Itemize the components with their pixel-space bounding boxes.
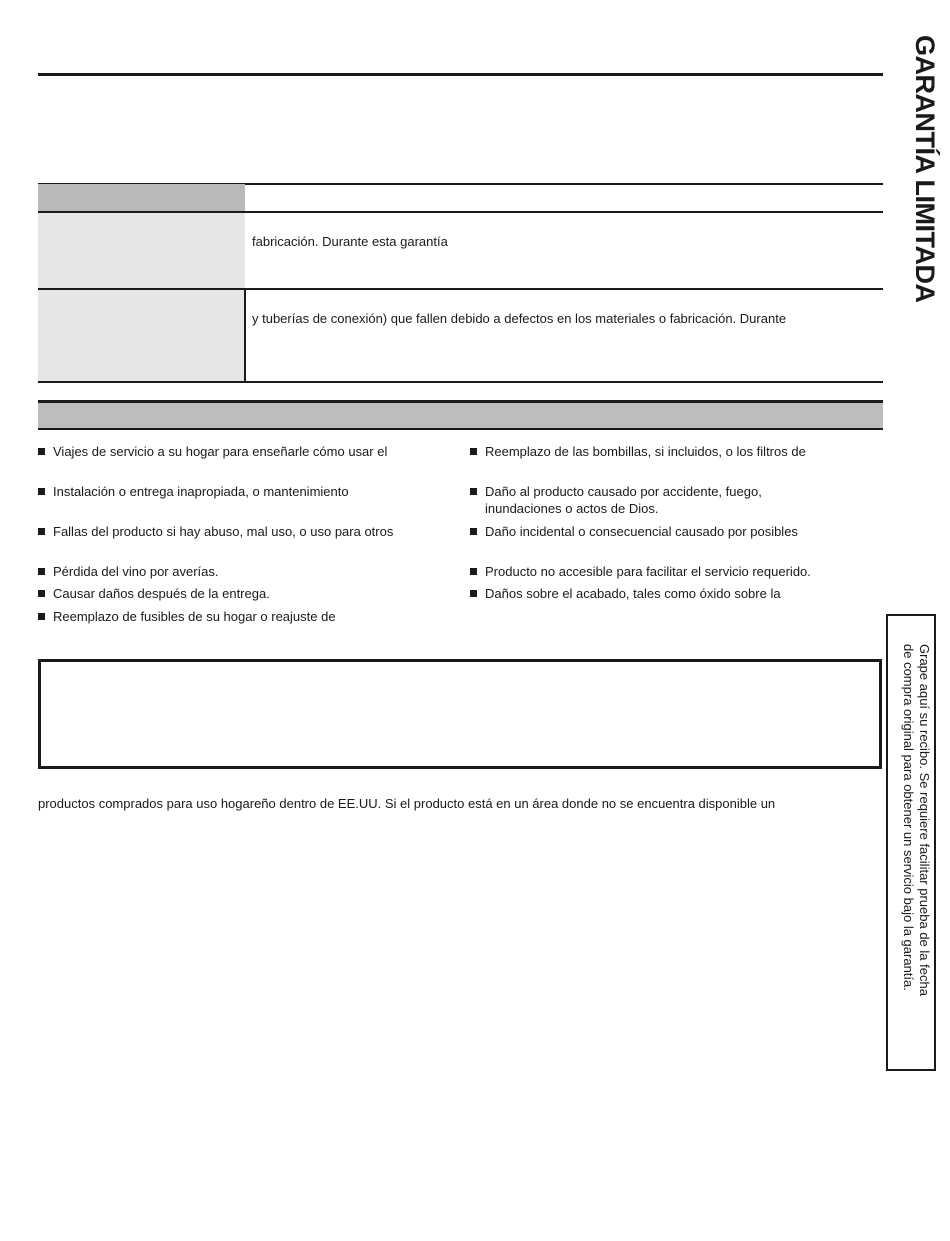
table-row1-label-cell bbox=[38, 213, 245, 288]
list-item: Daños sobre el acabado, tales como óxido sobre la bbox=[470, 585, 781, 602]
table-column-divider bbox=[244, 290, 246, 382]
bullet-square-icon bbox=[38, 613, 45, 620]
side-title bbox=[898, 35, 942, 375]
list-item: Fallas del producto si hay abuso, mal uso, o uso para otros bbox=[38, 523, 393, 540]
table-row2-text: y tuberías de conexión) que fallen debido a defectos en los materiales o fabricación. Durante bbox=[252, 311, 787, 326]
list-item: Pérdida del vino por averías. bbox=[38, 563, 218, 580]
list-item: Daño al producto causado por accidente, fuego, inundaciones o actos de Dios. bbox=[470, 483, 762, 517]
bullet-square-icon bbox=[470, 590, 477, 597]
bullet-square-icon bbox=[470, 448, 477, 455]
warranty-notice-box bbox=[38, 659, 882, 769]
bullet-square-icon bbox=[470, 488, 477, 495]
bullet-square-icon bbox=[38, 528, 45, 535]
service-note-text: productos comprados para uso hogareño dentro de EE.UU. Si el producto está en un área donde no se encuentra disponible un bbox=[38, 796, 776, 811]
list-item: Reemplazo de fusibles de su hogar o reajuste de bbox=[38, 608, 336, 625]
table-bottom-rule bbox=[38, 381, 883, 383]
bullet-square-icon bbox=[38, 568, 45, 575]
table-row2-label-cell bbox=[38, 290, 245, 381]
list-item: Instalación o entrega inapropiada, o mantenimiento bbox=[38, 483, 349, 500]
top-rule bbox=[38, 73, 883, 76]
list-item: Reemplazo de las bombillas, si incluidos, o los filtros de bbox=[470, 443, 806, 460]
bullet-square-icon bbox=[470, 528, 477, 535]
list-item: Causar daños después de la entrega. bbox=[38, 585, 270, 602]
warranty-table bbox=[38, 183, 883, 383]
exclusions-header-bar bbox=[38, 400, 883, 430]
staple-receipt-box bbox=[886, 614, 936, 1071]
table-header-cell bbox=[38, 184, 245, 212]
list-item: Daño incidental o consecuencial causado por posibles bbox=[470, 523, 798, 540]
list-item: Viajes de servicio a su hogar para enseñarle cómo usar el bbox=[38, 443, 387, 460]
side-title-text: GARANTÍA LIMITADA bbox=[910, 35, 940, 303]
table-row1-text: fabricación. Durante esta garantía bbox=[252, 234, 448, 249]
staple-receipt-note: Grape aquí su recibo. Se requiere facilitar prueba de la fecha de compra original para obtener un servicio bajo la garantía. bbox=[901, 644, 932, 996]
bullet-square-icon bbox=[38, 590, 45, 597]
bullet-square-icon bbox=[470, 568, 477, 575]
bullet-square-icon bbox=[38, 488, 45, 495]
bullet-square-icon bbox=[38, 448, 45, 455]
list-item: Producto no accesible para facilitar el servicio requerido. bbox=[470, 563, 811, 580]
